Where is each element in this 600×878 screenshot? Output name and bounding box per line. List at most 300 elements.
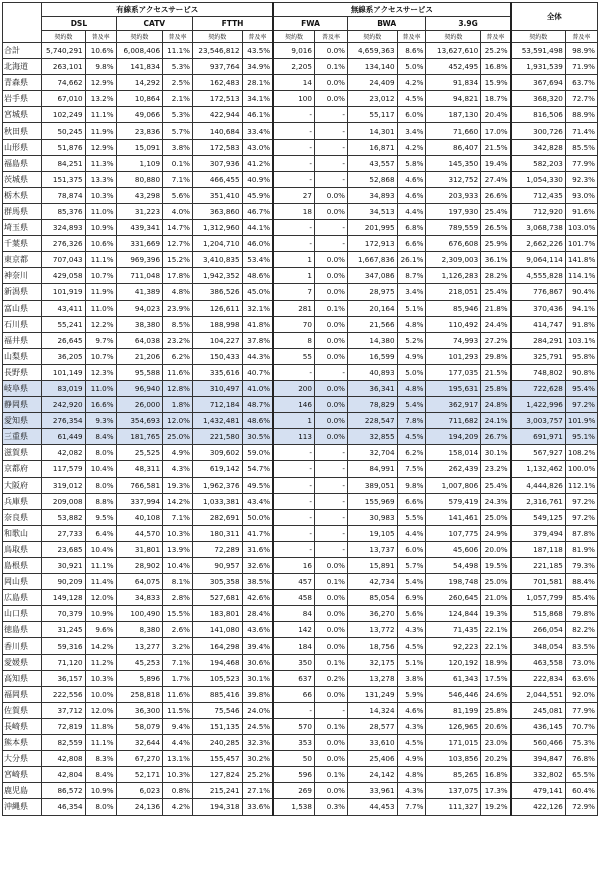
total-rate-cell: 94.1%: [565, 300, 597, 316]
bwa-rate-cell: 6.0%: [397, 541, 426, 557]
fwa-rate-cell: 0.0%: [314, 75, 347, 91]
3-9g-contracts-cell: 198,748: [426, 574, 481, 590]
ftth-rate-cell: 48.7%: [242, 397, 273, 413]
ftth-rate-cell: 43.5%: [242, 43, 273, 59]
bwa-rate-cell: 6.6%: [397, 236, 426, 252]
bwa-rate-cell: 5.9%: [397, 686, 426, 702]
fwa-rate-cell: 0.0%: [314, 622, 347, 638]
dsl-contracts-cell: 707,043: [42, 252, 85, 268]
3-9g-rate-cell: 17.3%: [481, 783, 511, 799]
contracts-label: 契約数: [193, 31, 243, 43]
prefecture-cell: 愛知県: [3, 413, 42, 429]
bwa-rate-cell: 8.7%: [397, 268, 426, 284]
3-9g-rate-cell: 23.0%: [481, 735, 511, 751]
catv-rate-cell: 4.9%: [163, 445, 193, 461]
bwa-contracts-cell: 172,913: [347, 236, 397, 252]
dsl-rate-cell: 10.9%: [85, 606, 116, 622]
catv-rate-cell: 10.4%: [163, 558, 193, 574]
table-wrapper: [2, 2, 598, 816]
total-rate-cell: 92.3%: [565, 171, 597, 187]
fwa-rate-cell: 0.1%: [314, 654, 347, 670]
dsl-contracts-cell: 90,209: [42, 574, 85, 590]
ftth-contracts-cell: 215,241: [193, 783, 243, 799]
bwa-rate-cell: 5.1%: [397, 654, 426, 670]
bwa-contracts-cell: 32,175: [347, 654, 397, 670]
table-row: [3, 220, 598, 236]
fwa-contracts-cell: -: [273, 123, 314, 139]
ftth-rate-cell: 28.4%: [242, 606, 273, 622]
fwa-contracts-cell: 142: [273, 622, 314, 638]
prefecture-cell: 富山県: [3, 300, 42, 316]
table-row: [3, 574, 598, 590]
ftth-contracts-cell: 937,764: [193, 59, 243, 75]
bwa-rate-cell: 6.8%: [397, 220, 426, 236]
catv-rate-cell: 13.9%: [163, 541, 193, 557]
bwa-contracts-cell: 28,975: [347, 284, 397, 300]
3-9g-contracts-cell: 197,930: [426, 203, 481, 219]
catv-rate-cell: 6.2%: [163, 348, 193, 364]
total-rate-cell: 85.4%: [565, 590, 597, 606]
prefecture-cell: 山口県: [3, 606, 42, 622]
3-9g-contracts-cell: 452,495: [426, 59, 481, 75]
3-9g-contracts-cell: 158,014: [426, 445, 481, 461]
catv-contracts-cell: 43,298: [116, 187, 162, 203]
total-rate-cell: 112.1%: [565, 477, 597, 493]
total-contracts-cell: 515,868: [511, 606, 566, 622]
catv-contracts-cell: 64,075: [116, 574, 162, 590]
prefecture-cell: 鳥取県: [3, 541, 42, 557]
prefecture-cell: 京都府: [3, 461, 42, 477]
prefecture-cell: 長野県: [3, 364, 42, 380]
table-row: [3, 590, 598, 606]
prefecture-cell: 長崎県: [3, 718, 42, 734]
fwa-rate-cell: 0.0%: [314, 735, 347, 751]
table-row: [3, 654, 598, 670]
dsl-contracts-cell: 71,120: [42, 654, 85, 670]
total-contracts-cell: 53,591,498: [511, 43, 566, 59]
bwa-contracts-cell: 85,054: [347, 590, 397, 606]
fwa-contracts-cell: -: [273, 509, 314, 525]
ftth-rate-cell: 43.6%: [242, 622, 273, 638]
rate-label: 普及率: [163, 31, 193, 43]
ftth-rate-cell: 32.3%: [242, 735, 273, 751]
3-9g-rate-cell: 27.2%: [481, 332, 511, 348]
total-contracts-cell: 712,920: [511, 203, 566, 219]
bwa-rate-cell: 5.1%: [397, 300, 426, 316]
total-contracts-cell: 422,126: [511, 799, 566, 815]
3-9g-rate-cell: 20.2%: [481, 751, 511, 767]
fwa-rate-cell: -: [314, 364, 347, 380]
3-9g-rate-cell: 27.4%: [481, 171, 511, 187]
dsl-contracts-cell: 222,556: [42, 686, 85, 702]
3-9g-rate-cell: 25.4%: [481, 284, 511, 300]
ftth-rate-cell: 40.9%: [242, 171, 273, 187]
bwa-rate-cell: 4.9%: [397, 348, 426, 364]
3-9g-contracts-cell: 187,130: [426, 107, 481, 123]
dsl-contracts-cell: 102,249: [42, 107, 85, 123]
total-contracts-cell: 1,054,330: [511, 171, 566, 187]
catv-rate-cell: 8.5%: [163, 316, 193, 332]
fwa-rate-cell: -: [314, 220, 347, 236]
catv-contracts-cell: 28,902: [116, 558, 162, 574]
dsl-rate-cell: 10.0%: [85, 686, 116, 702]
ftth-rate-cell: 46.0%: [242, 236, 273, 252]
dsl-rate-cell: 9.5%: [85, 509, 116, 525]
3-9g-contracts-cell: 171,015: [426, 735, 481, 751]
fwa-contracts-cell: 16: [273, 558, 314, 574]
ftth-contracts-cell: 162,483: [193, 75, 243, 91]
bwa-rate-cell: 6.9%: [397, 590, 426, 606]
prefecture-cell: 佐賀県: [3, 702, 42, 718]
dsl-rate-cell: 10.7%: [85, 268, 116, 284]
ftth-contracts-cell: 150,433: [193, 348, 243, 364]
total-contracts-cell: 712,435: [511, 187, 566, 203]
table-row: [3, 284, 598, 300]
prefecture-cell: 鹿児島: [3, 783, 42, 799]
bwa-contracts-cell: 25,406: [347, 751, 397, 767]
fwa-contracts-cell: -: [273, 171, 314, 187]
rate-label: 普及率: [565, 31, 597, 43]
3-9g-rate-cell: 25.8%: [481, 702, 511, 718]
total-contracts-cell: 221,185: [511, 558, 566, 574]
total-contracts-cell: 479,141: [511, 783, 566, 799]
table-row: [3, 155, 598, 171]
dsl-contracts-cell: 101,919: [42, 284, 85, 300]
catv-rate-cell: 23.9%: [163, 300, 193, 316]
bwa-rate-cell: 4.5%: [397, 91, 426, 107]
fwa-rate-cell: 0.0%: [314, 590, 347, 606]
3-9g-rate-cell: 15.9%: [481, 75, 511, 91]
dsl-contracts-cell: 117,579: [42, 461, 85, 477]
catv-rate-cell: 11.6%: [163, 686, 193, 702]
3-9g-rate-cell: 19.3%: [481, 606, 511, 622]
prefecture-cell: 福岡県: [3, 686, 42, 702]
bwa-rate-cell: 6.0%: [397, 107, 426, 123]
table-row: [3, 541, 598, 557]
total-rate-cell: 70.7%: [565, 718, 597, 734]
fwa-contracts-cell: 8: [273, 332, 314, 348]
3-9g-contracts-cell: 218,051: [426, 284, 481, 300]
prefecture-cell: 千葉県: [3, 236, 42, 252]
catv-contracts-cell: 95,588: [116, 364, 162, 380]
3-9g-contracts-cell: 194,209: [426, 429, 481, 445]
ftth-contracts-cell: 885,416: [193, 686, 243, 702]
ftth-contracts-cell: 151,135: [193, 718, 243, 734]
prefecture-cell: 和歌山: [3, 525, 42, 541]
prefecture-cell: 青森県: [3, 75, 42, 91]
bwa-rate-cell: 4.2%: [397, 139, 426, 155]
dsl-contracts-cell: 42,082: [42, 445, 85, 461]
catv-rate-cell: 23.2%: [163, 332, 193, 348]
bwa-rate-cell: 4.4%: [397, 203, 426, 219]
ftth-contracts-cell: 1,432,481: [193, 413, 243, 429]
bwa-rate-cell: 5.4%: [397, 397, 426, 413]
total-rate-cell: 71.9%: [565, 59, 597, 75]
fwa-contracts-cell: -: [273, 139, 314, 155]
dsl-contracts-cell: 61,449: [42, 429, 85, 445]
dsl-contracts-cell: 37,712: [42, 702, 85, 718]
dsl-rate-cell: 8.8%: [85, 493, 116, 509]
bwa-rate-cell: 9.8%: [397, 477, 426, 493]
bwa-rate-cell: 4.6%: [397, 702, 426, 718]
fwa-contracts-cell: 637: [273, 670, 314, 686]
dsl-contracts-cell: 51,876: [42, 139, 85, 155]
prefecture-cell: 栃木県: [3, 187, 42, 203]
total-contracts-cell: 379,494: [511, 525, 566, 541]
ftth-rate-cell: 25.2%: [242, 767, 273, 783]
total-rate-cell: 77.9%: [565, 155, 597, 171]
dsl-rate-cell: 10.7%: [85, 348, 116, 364]
table-row: [3, 59, 598, 75]
ftth-rate-cell: 39.8%: [242, 686, 273, 702]
bwa-contracts-cell: 42,734: [347, 574, 397, 590]
catv-rate-cell: 8.1%: [163, 574, 193, 590]
ftth-rate-cell: 44.3%: [242, 348, 273, 364]
fwa-contracts-cell: -: [273, 155, 314, 171]
prefecture-cell: 高知県: [3, 670, 42, 686]
3-9g-contracts-cell: 126,965: [426, 718, 481, 734]
fwa-contracts-cell: -: [273, 220, 314, 236]
dsl-contracts-cell: 324,893: [42, 220, 85, 236]
ftth-rate-cell: 44.1%: [242, 220, 273, 236]
dsl-rate-cell: 9.8%: [85, 59, 116, 75]
total-contracts-cell: 1,132,462: [511, 461, 566, 477]
total-rate-cell: 108.2%: [565, 445, 597, 461]
table-row: [3, 751, 598, 767]
fwa-contracts-cell: 18: [273, 203, 314, 219]
ftth-contracts-cell: 194,468: [193, 654, 243, 670]
fwa-rate-cell: 0.0%: [314, 268, 347, 284]
catv-contracts-cell: 40,108: [116, 509, 162, 525]
total-contracts-cell: 4,555,828: [511, 268, 566, 284]
bwa-contracts-cell: 32,704: [347, 445, 397, 461]
ftth-rate-cell: 43.0%: [242, 139, 273, 155]
total-contracts-cell: 414,747: [511, 316, 566, 332]
dsl-rate-cell: 9.3%: [85, 413, 116, 429]
ftth-rate-cell: 42.6%: [242, 590, 273, 606]
3-9g-contracts-cell: 1,007,806: [426, 477, 481, 493]
total-contracts-cell: 187,118: [511, 541, 566, 557]
ftth-rate-cell: 32.6%: [242, 558, 273, 574]
ftth-rate-cell: 41.7%: [242, 525, 273, 541]
fwa-contracts-cell: 281: [273, 300, 314, 316]
bwa-contracts-cell: 1,667,836: [347, 252, 397, 268]
total-rate-cell: 95.1%: [565, 429, 597, 445]
total-rate-cell: 91.8%: [565, 316, 597, 332]
dsl-rate-cell: 12.2%: [85, 316, 116, 332]
catv-contracts-cell: 31,223: [116, 203, 162, 219]
total-rate-cell: 77.9%: [565, 702, 597, 718]
total-rate-cell: 97.2%: [565, 509, 597, 525]
dsl-rate-cell: 10.6%: [85, 43, 116, 59]
3-9g-contracts-cell: 71,435: [426, 622, 481, 638]
dsl-rate-cell: 11.4%: [85, 574, 116, 590]
dsl-rate-cell: 11.0%: [85, 380, 116, 396]
fwa-rate-cell: -: [314, 139, 347, 155]
ftth-rate-cell: 30.6%: [242, 654, 273, 670]
rate-label: 普及率: [85, 31, 116, 43]
bwa-contracts-cell: 40,893: [347, 364, 397, 380]
catv-rate-cell: 7.1%: [163, 509, 193, 525]
fwa-rate-cell: 0.0%: [314, 686, 347, 702]
fwa-contracts-cell: 350: [273, 654, 314, 670]
catv-contracts-cell: 5,896: [116, 670, 162, 686]
catv-contracts-cell: 38,380: [116, 316, 162, 332]
fwa-rate-cell: -: [314, 493, 347, 509]
catv-rate-cell: 1.8%: [163, 397, 193, 413]
ftth-contracts-cell: 307,936: [193, 155, 243, 171]
ftth-contracts-cell: 310,497: [193, 380, 243, 396]
ftth-contracts-cell: 105,523: [193, 670, 243, 686]
dsl-contracts-cell: 67,010: [42, 91, 85, 107]
fwa-rate-cell: -: [314, 702, 347, 718]
dsl-contracts-cell: 86,572: [42, 783, 85, 799]
table-row: [3, 43, 598, 59]
catv-contracts-cell: 25,525: [116, 445, 162, 461]
catv-contracts-cell: 354,693: [116, 413, 162, 429]
bwa-contracts-cell: 21,566: [347, 316, 397, 332]
fwa-contracts-cell: -: [273, 445, 314, 461]
3-9g-rate-cell: 24.3%: [481, 493, 511, 509]
fwa-contracts-cell: 55: [273, 348, 314, 364]
catv-contracts-cell: 58,079: [116, 718, 162, 734]
total-rate-cell: 81.9%: [565, 541, 597, 557]
ftth-rate-cell: 54.7%: [242, 461, 273, 477]
dsl-contracts-cell: 59,316: [42, 638, 85, 654]
ftth-contracts-cell: 183,801: [193, 606, 243, 622]
3-9g-contracts-cell: 111,327: [426, 799, 481, 815]
ftth-rate-cell: 27.1%: [242, 783, 273, 799]
bwa-contracts-cell: 55,117: [347, 107, 397, 123]
catv-contracts-cell: 13,277: [116, 638, 162, 654]
3-9g-rate-cell: 28.2%: [481, 268, 511, 284]
3-9g-contracts-cell: 71,660: [426, 123, 481, 139]
dsl-rate-cell: 16.6%: [85, 397, 116, 413]
bwa-rate-cell: 4.8%: [397, 380, 426, 396]
table-row: [3, 348, 598, 364]
service-header-fwa: FWA: [273, 17, 347, 31]
total-contracts-cell: 567,927: [511, 445, 566, 461]
ftth-rate-cell: 45.0%: [242, 284, 273, 300]
bwa-contracts-cell: 32,855: [347, 429, 397, 445]
pref-header-cell: [3, 3, 42, 43]
table-row: [3, 461, 598, 477]
ftth-contracts-cell: 422,944: [193, 107, 243, 123]
ftth-contracts-cell: 172,583: [193, 139, 243, 155]
fwa-contracts-cell: 50: [273, 751, 314, 767]
bwa-rate-cell: 4.3%: [397, 622, 426, 638]
prefecture-cell: 東京都: [3, 252, 42, 268]
table-body: [3, 43, 598, 816]
prefecture-cell: 茨城県: [3, 171, 42, 187]
ftth-contracts-cell: 104,227: [193, 332, 243, 348]
fwa-contracts-cell: -: [273, 236, 314, 252]
catv-contracts-cell: 24,136: [116, 799, 162, 815]
total-contracts-cell: 368,320: [511, 91, 566, 107]
table-row: [3, 606, 598, 622]
bwa-rate-cell: 5.8%: [397, 155, 426, 171]
dsl-rate-cell: 12.0%: [85, 702, 116, 718]
3-9g-contracts-cell: 137,075: [426, 783, 481, 799]
catv-rate-cell: 25.0%: [163, 429, 193, 445]
3-9g-rate-cell: 21.5%: [481, 139, 511, 155]
catv-contracts-cell: 10,864: [116, 91, 162, 107]
dsl-rate-cell: 9.7%: [85, 332, 116, 348]
total-contracts-cell: 222,834: [511, 670, 566, 686]
ftth-contracts-cell: 527,681: [193, 590, 243, 606]
3-9g-rate-cell: 25.8%: [481, 380, 511, 396]
ftth-contracts-cell: 351,410: [193, 187, 243, 203]
dsl-rate-cell: 10.9%: [85, 220, 116, 236]
3-9g-contracts-cell: 262,439: [426, 461, 481, 477]
catv-rate-cell: 2.8%: [163, 590, 193, 606]
service-header-ftth: FTTH: [193, 17, 274, 31]
table-row: [3, 638, 598, 654]
dsl-contracts-cell: 276,326: [42, 236, 85, 252]
rate-label: 普及率: [314, 31, 347, 43]
ftth-contracts-cell: 363,860: [193, 203, 243, 219]
3-9g-rate-cell: 24.4%: [481, 316, 511, 332]
total-contracts-cell: 549,125: [511, 509, 566, 525]
fwa-rate-cell: 0.1%: [314, 718, 347, 734]
total-contracts-cell: 701,581: [511, 574, 566, 590]
3-9g-contracts-cell: 1,126,283: [426, 268, 481, 284]
bwa-contracts-cell: 24,409: [347, 75, 397, 91]
table-row: [3, 558, 598, 574]
dsl-rate-cell: 10.9%: [85, 783, 116, 799]
total-contracts-cell: 342,828: [511, 139, 566, 155]
total-contracts-cell: 394,847: [511, 751, 566, 767]
3-9g-rate-cell: 24.9%: [481, 525, 511, 541]
ftth-rate-cell: 40.7%: [242, 364, 273, 380]
ftth-contracts-cell: 127,824: [193, 767, 243, 783]
3-9g-contracts-cell: 362,917: [426, 397, 481, 413]
table-row: [3, 622, 598, 638]
bwa-contracts-cell: 134,140: [347, 59, 397, 75]
total-rate-cell: 75.3%: [565, 735, 597, 751]
3-9g-contracts-cell: 107,775: [426, 525, 481, 541]
contracts-label: 契約数: [511, 31, 566, 43]
total-rate-cell: 83.5%: [565, 638, 597, 654]
dsl-contracts-cell: 36,205: [42, 348, 85, 364]
total-contracts-cell: 266,054: [511, 622, 566, 638]
dsl-contracts-cell: 84,251: [42, 155, 85, 171]
fwa-contracts-cell: 84: [273, 606, 314, 622]
fwa-rate-cell: 0.0%: [314, 187, 347, 203]
total-rate-cell: 60.4%: [565, 783, 597, 799]
fwa-rate-cell: 0.1%: [314, 300, 347, 316]
bwa-rate-cell: 7.7%: [397, 799, 426, 815]
ftth-rate-cell: 28.1%: [242, 75, 273, 91]
3-9g-contracts-cell: 92,223: [426, 638, 481, 654]
ftth-contracts-cell: 141,080: [193, 622, 243, 638]
total-contracts-cell: 816,506: [511, 107, 566, 123]
ftth-rate-cell: 48.6%: [242, 413, 273, 429]
bwa-rate-cell: 5.2%: [397, 332, 426, 348]
rate-label: 普及率: [242, 31, 273, 43]
dsl-rate-cell: 12.9%: [85, 139, 116, 155]
fwa-contracts-cell: 458: [273, 590, 314, 606]
fwa-contracts-cell: 1: [273, 413, 314, 429]
fwa-rate-cell: 0.0%: [314, 203, 347, 219]
catv-contracts-cell: 258,818: [116, 686, 162, 702]
dsl-contracts-cell: 53,882: [42, 509, 85, 525]
prefecture-cell: 宮城県: [3, 107, 42, 123]
3-9g-contracts-cell: 94,821: [426, 91, 481, 107]
total-rate-cell: 100.0%: [565, 461, 597, 477]
table-row: [3, 799, 598, 815]
bwa-rate-cell: 3.8%: [397, 670, 426, 686]
